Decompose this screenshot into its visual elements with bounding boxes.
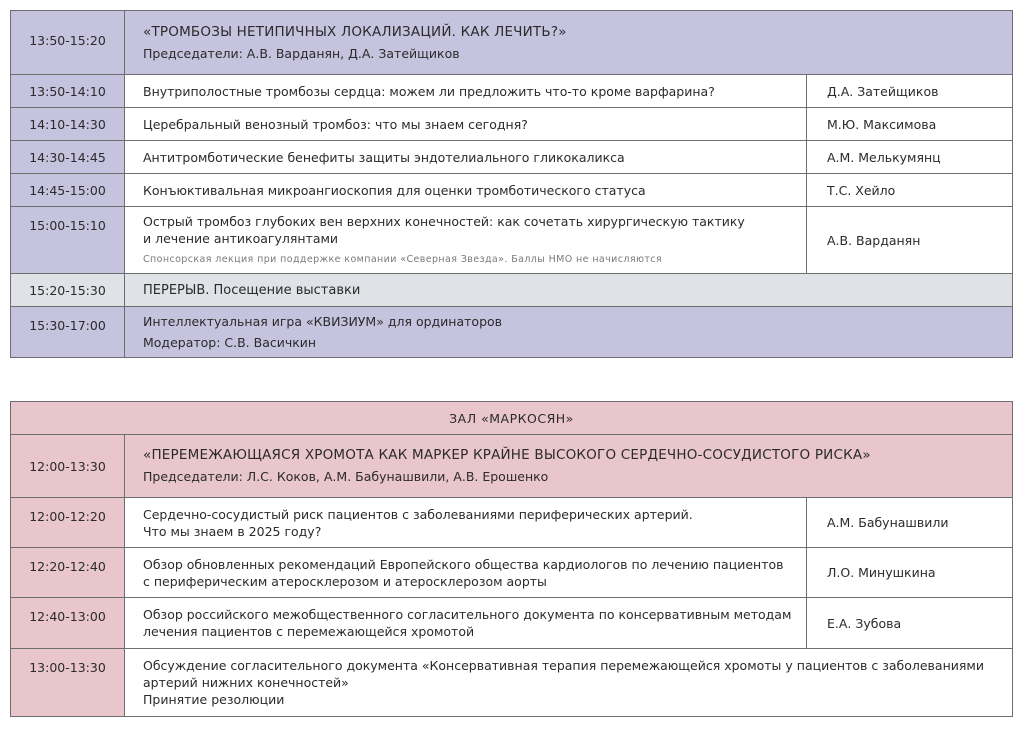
discussion-time: 13:00-13:30 [11, 649, 125, 717]
talk-row [11, 141, 1013, 174]
hall-title: ЗАЛ «МАРКОСЯН» [11, 402, 1013, 435]
session-time: 13:50-15:20 [11, 11, 125, 75]
break-row [11, 274, 1013, 307]
talk-row [11, 174, 1013, 207]
quiz-moderator: Модератор: С.В. Васичкин [143, 335, 317, 350]
talk-title-line1: Обзор обновленных рекомендаций Европейского общества кардиологов по лечению пациентов [143, 556, 784, 572]
talk-speaker: Т.С. Хейло [806, 174, 1012, 207]
talk-title: Церебральный венозный тромбоз: что мы знаем сегодня? [125, 108, 807, 141]
talk-time: 12:20-12:40 [11, 548, 125, 598]
break-title: ПЕРЕРЫВ. Посещение выставки [125, 274, 1013, 307]
talk-title-line1: Сердечно-сосудистый риск пациентов с заболеваниями периферических артерий. [143, 506, 693, 522]
talk-title: Внутриполостные тромбозы сердца: можем ли предложить что-то кроме варфарина? [125, 75, 807, 108]
session-info [125, 435, 1013, 498]
discussion-row [11, 649, 1013, 717]
talk-title-line2: и лечение антикоагулянтами [143, 230, 339, 246]
talk-info [125, 548, 807, 598]
hall-header-row [11, 402, 1013, 435]
talk-row [11, 108, 1013, 141]
talk-info [125, 598, 807, 649]
session-chairs: Председатели: Л.С. Коков, А.М. Бабунашвили, А.В. Ерошенко [143, 469, 549, 484]
talk-speaker: А.М. Бабунашвили [806, 498, 1012, 548]
talk-speaker: Е.А. Зубова [806, 598, 1012, 649]
discussion-line1: Обсуждение согласительного документа «Консервативная терапия перемежающейся хромоты у пациентов с заболеваниями [143, 658, 984, 673]
quiz-title: Интеллектуальная игра «КВИЗИУМ» для ординаторов [143, 314, 503, 329]
quiz-time: 15:30-17:00 [11, 307, 125, 358]
talk-time: 14:30-14:45 [11, 141, 125, 174]
talk-time: 14:45-15:00 [11, 174, 125, 207]
talk-speaker: М.Ю. Максимова [806, 108, 1012, 141]
talk-title-line2: с периферическим атеросклерозом и атеросклерозом аорты [143, 573, 547, 589]
talk-row [11, 75, 1013, 108]
talk-row [11, 498, 1013, 548]
session-header-row [11, 435, 1013, 498]
quiz-row [11, 307, 1013, 358]
session-chairs: Председатели: А.В. Варданян, Д.А. Затейщиков [143, 45, 460, 61]
talk-title: Антитромботические бенефиты защиты эндотелиального гликокаликса [125, 141, 807, 174]
talk-time: 14:10-14:30 [11, 108, 125, 141]
talk-row [11, 548, 1013, 598]
discussion-line2: артерий нижних конечностей» [143, 675, 349, 690]
session-header-row [11, 11, 1013, 75]
talk-time: 15:00-15:10 [11, 207, 125, 274]
talk-title: Конъюктивальная микроангиоскопия для оценки тромботического статуса [125, 174, 807, 207]
talk-title-line2: Что мы знаем в 2025 году? [143, 523, 322, 539]
session-title: «ТРОМБОЗЫ НЕТИПИЧНЫХ ЛОКАЛИЗАЦИЙ. КАК ЛЕЧИТЬ?» [143, 23, 567, 40]
talk-title-line2: лечения пациентов с перемежающейся хромотой [143, 624, 475, 639]
talk-speaker: Л.О. Минушкина [806, 548, 1012, 598]
talk-info [125, 207, 807, 274]
sponsor-note: Спонсорская лекция при поддержке компании «Северная Звезда». Баллы НМО не начисляются [143, 253, 663, 265]
talk-speaker: Д.А. Затейщиков [806, 75, 1012, 108]
talk-title-line1: Острый тромбоз глубоких вен верхних конечностей: как сочетать хирургическую тактику [143, 213, 745, 229]
talk-speaker: А.В. Варданян [806, 207, 1012, 274]
talk-speaker: А.М. Мелькумянц [806, 141, 1012, 174]
talk-row [11, 598, 1013, 649]
talk-info [125, 498, 807, 548]
talk-time: 12:40-13:00 [11, 598, 125, 649]
program-block-markosyan [10, 401, 1013, 717]
talk-time: 12:00-12:20 [11, 498, 125, 548]
session-title: «ПЕРЕМЕЖАЮЩАЯСЯ ХРОМОТА КАК МАРКЕР КРАЙНЕ ВЫСОКОГО СЕРДЕЧНО-СОСУДИСТОГО РИСКА» [143, 447, 871, 463]
talk-title-line1: Обзор российского межобщественного согласительного документа по консервативным методам [143, 607, 792, 622]
session-info [125, 11, 1013, 75]
program-block-thrombosis [10, 10, 1013, 358]
session-time: 12:00-13:30 [11, 435, 125, 498]
talk-row [11, 207, 1013, 274]
quiz-info [125, 307, 1013, 358]
discussion-info [125, 649, 1013, 717]
discussion-line3: Принятие резолюции [143, 692, 285, 707]
talk-time: 13:50-14:10 [11, 75, 125, 108]
break-time: 15:20-15:30 [11, 274, 125, 307]
